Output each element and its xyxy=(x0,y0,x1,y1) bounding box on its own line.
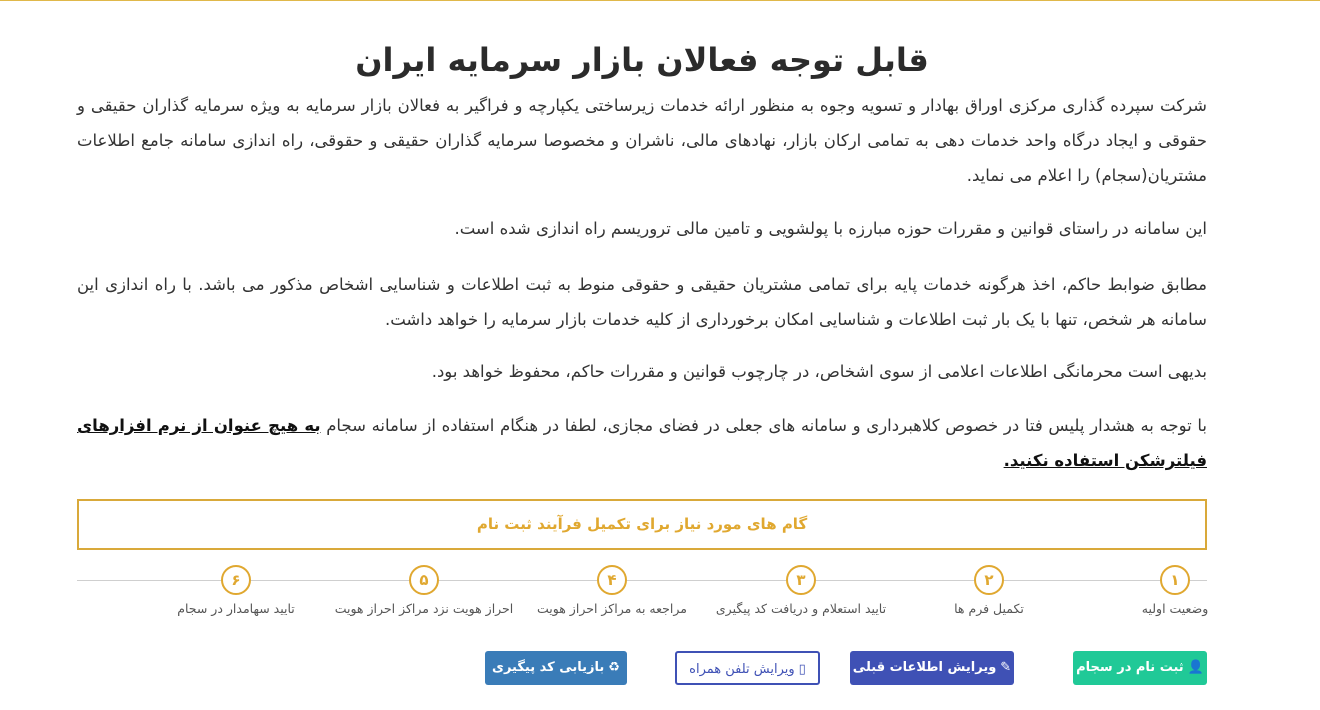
edit-previous-info-label: ویرایش اطلاعات قبلی xyxy=(852,660,997,675)
edit-phone-label: ویرایش تلفن همراه xyxy=(689,662,795,677)
step-5 xyxy=(329,565,519,616)
register-button[interactable] xyxy=(1073,651,1207,685)
page-title: قابل توجه فعالان بازار سرمایه ایران xyxy=(355,41,929,79)
warning-text: با توجه به هشدار پلیس فتا در خصوص کلاهبرداری و سامانه های جعلی در فضای مجازی، لطفا در هنگام استفاده از سامانه سجام xyxy=(320,416,1207,435)
step-4 xyxy=(517,565,707,616)
step-label: مراجعه به مراکز احراز هویت xyxy=(537,601,687,616)
step-label: وضعیت اولیه xyxy=(1141,601,1209,616)
step-2 xyxy=(894,565,1084,616)
edit-phone-button[interactable] xyxy=(675,651,820,685)
recycle-icon: ♻ xyxy=(608,660,620,675)
steps-heading: گام های مورد نیاز برای تکمیل فرآیند ثبت نام xyxy=(476,515,808,533)
recover-tracking-code-button[interactable] xyxy=(485,651,627,685)
steps-timeline xyxy=(77,565,1207,625)
step-number: ۳ xyxy=(786,565,816,595)
user-icon: 👤 xyxy=(1187,660,1204,675)
step-number: ۲ xyxy=(974,565,1004,595)
aml-paragraph: این سامانه در راستای قوانین و مقررات حوزه مبارزه با پولشویی و تامین مالی تروریسم راه اندازی شده است. xyxy=(454,219,1207,238)
step-number: ۴ xyxy=(597,565,627,595)
warning-bold-text: به هیچ عنوان از نرم افزارهای فیلترشکن استفاده نکنید. xyxy=(77,416,1207,470)
steps-heading-box xyxy=(77,499,1207,550)
step-label: تایید سهامدار در سجام xyxy=(177,601,295,616)
edit-previous-info-button[interactable] xyxy=(850,651,1014,685)
step-number: ۵ xyxy=(409,565,439,595)
step-label: احراز هویت نزد مراکز احراز هویت xyxy=(334,601,514,616)
rules-paragraph: مطابق ضوابط حاکم، اخذ هرگونه خدمات پایه برای تمامی مشتریان حقیقی و حقوقی منوط به ثبت اطلاعات و شناسایی اشخاص مذکور می باشد. با راه اندازی این سامانه هر شخص، تنها با یک بار ثبت اطلاعات و شناسایی امکان برخورداری از کلیه خدمات بازار سرمایه را خواهد داشت. xyxy=(77,275,1207,329)
privacy-paragraph: بدیهی است محرمانگی اطلاعات اعلامی از سوی اشخاص، در چارچوب قوانین و مقررات حاکم، محفوظ خواهد بود. xyxy=(431,362,1207,381)
step-label: تکمیل فرم ها xyxy=(954,601,1024,616)
register-button-label: ثبت نام در سجام xyxy=(1076,660,1184,675)
step-number: ۶ xyxy=(221,565,251,595)
step-1 xyxy=(1080,565,1270,616)
mobile-icon: ▯ xyxy=(798,662,806,677)
step-label: تایید استعلام و دریافت کد پیگیری xyxy=(715,601,887,616)
recover-tracking-code-label: بازیابی کد پیگیری xyxy=(492,660,605,675)
intro-paragraph: شرکت سپرده گذاری مرکزی اوراق بهادار و تسویه وجوه به منظور ارائه خدمات زیرساختی یکپارچه و فراگیر به فعالان بازار سرمایه به ویژه سرمایه گذاران حقیقی و حقوقی و ایجاد درگاه واحد خدمات دهی به تمامی ارکان بازار، نهادهای مالی، ناشران و مخصوصا سرمایه گذاران حقیقی و حقوقی، راه اندازی سامانه جامع اطلاعات مشتریان(سجام) را اعلام می نماید. xyxy=(77,96,1207,185)
step-number: ۱ xyxy=(1160,565,1190,595)
edit-icon: ✎ xyxy=(1000,660,1012,675)
step-3 xyxy=(706,565,896,616)
step-6 xyxy=(141,565,331,616)
warning-paragraph xyxy=(77,408,1207,478)
